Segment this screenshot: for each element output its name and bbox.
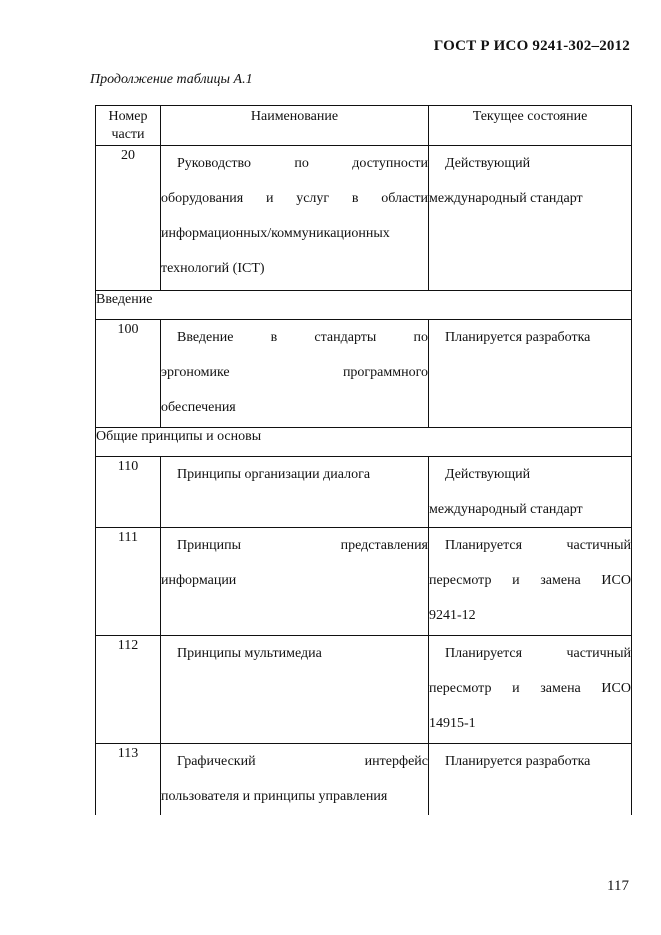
part-name-line: технологий (ICT): [161, 261, 265, 276]
page-number: 117: [607, 878, 629, 894]
table-row: [96, 528, 632, 636]
part-name-line: оборудования и услуг в области: [161, 191, 428, 206]
part-number: 111: [96, 528, 161, 636]
section-title: [96, 428, 632, 457]
part-status-line: Планируется разработка: [445, 330, 591, 345]
section-title-text: Введение: [96, 292, 153, 307]
standards-table: [95, 105, 632, 815]
part-name-line: Руководство по доступности: [177, 156, 428, 171]
part-status: [429, 744, 632, 815]
part-name: [161, 146, 429, 291]
part-status-line: Действующий: [445, 156, 531, 171]
part-name-line: информационных/коммуникационных: [161, 226, 390, 241]
table-row: [96, 320, 632, 428]
section-row: [96, 428, 632, 457]
part-name-line: Принципы мультимедиа: [177, 646, 322, 661]
part-status-line: 9241-12: [429, 608, 476, 623]
part-status-line: пересмотр и замена ИСО: [429, 681, 631, 696]
part-status-line: Планируется частичный: [445, 538, 631, 553]
section-row: [96, 291, 632, 320]
part-name-line: информации: [161, 573, 237, 588]
part-number: 20: [96, 146, 161, 291]
part-name-line: обеспечения: [161, 400, 236, 415]
part-name-line: эргономике программного: [161, 365, 428, 380]
part-name: [161, 744, 429, 815]
part-name-line: пользователя и принципы управления: [161, 789, 388, 804]
part-status-line: Действующий: [445, 467, 531, 482]
document-header: ГОСТ Р ИСО 9241-302–2012: [433, 38, 630, 54]
part-status-line: Планируется частичный: [445, 646, 631, 661]
part-number: 113: [96, 744, 161, 815]
part-status: [429, 528, 632, 636]
part-name-line: Графический интерфейс: [177, 754, 428, 769]
table-row: [96, 457, 632, 528]
part-name-line: Принципы организации диалога: [177, 467, 371, 482]
part-status-line: пересмотр и замена ИСО: [429, 573, 631, 588]
table-caption: Продолжение таблицы А.1: [90, 72, 253, 87]
column-header-number-line2: части: [111, 127, 145, 142]
part-number: 110: [96, 457, 161, 528]
part-number: 100: [96, 320, 161, 428]
part-status: [429, 636, 632, 744]
part-status: [429, 457, 632, 528]
column-header-name: Наименование: [161, 106, 429, 146]
table-row: [96, 744, 632, 815]
table-header-row: [96, 106, 632, 146]
part-status-line: международный стандарт: [429, 191, 583, 206]
column-header-number-line1: Номер: [108, 109, 148, 124]
table-row: [96, 146, 632, 291]
part-name-line: Введение в стандарты по: [177, 330, 428, 345]
part-name: [161, 457, 429, 528]
part-name: [161, 528, 429, 636]
part-status-line: международный стандарт: [429, 502, 583, 517]
part-name: [161, 320, 429, 428]
column-header-number: [96, 106, 161, 146]
section-title-text: Общие принципы и основы: [96, 429, 262, 444]
part-number: 112: [96, 636, 161, 744]
part-name: [161, 636, 429, 744]
column-header-status: Текущее состояние: [429, 106, 632, 146]
part-status-line: Планируется разработка: [445, 754, 591, 769]
part-status: [429, 146, 632, 291]
section-title: [96, 291, 632, 320]
table-row: [96, 636, 632, 744]
part-status: [429, 320, 632, 428]
part-status-line: 14915-1: [429, 716, 476, 731]
part-name-line: Принципы представления: [177, 538, 428, 553]
